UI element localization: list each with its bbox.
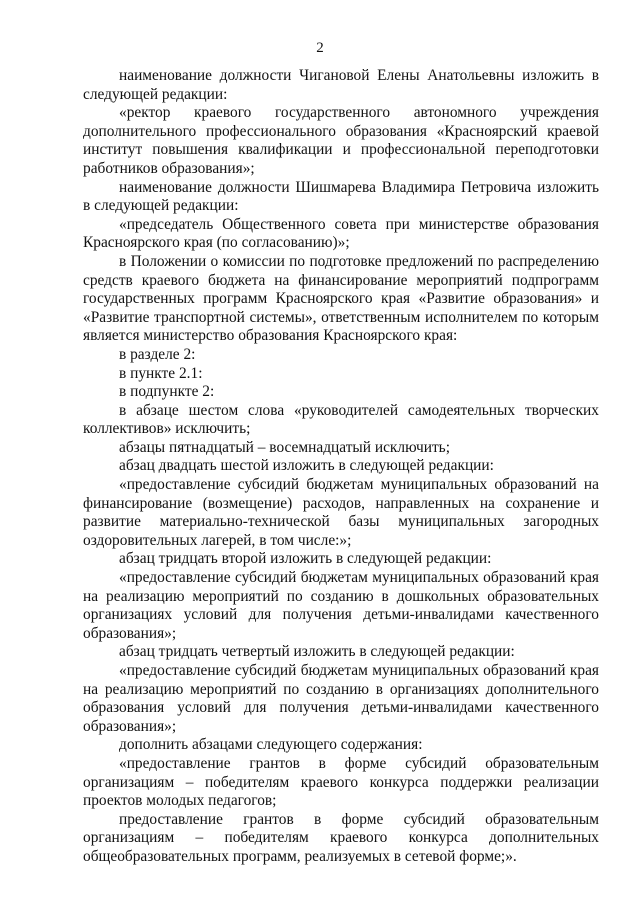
paragraph-7: в пункте 2.1:	[119, 364, 203, 382]
paragraph-19: предоставление грантов в форме субсидий образовательным организациям – победителям краевого конкурса дополнительных общеобразовательных программ, реализуемых в сетевой форме;».	[83, 810, 599, 865]
paragraph-1: наименование должности Чигановой Елены Анатольевны изложить в следующей редакции:	[83, 67, 599, 103]
paragraph-16: «предоставление субсидий бюджетам муниципальных образований края на реализацию мероприятий по созданию в организациях дополнительного образования условий для получения детьми-инвалидами качественного образования»;	[83, 662, 599, 735]
paragraph-11: абзац двадцать шестой изложить в следующей редакции:	[119, 457, 494, 475]
paragraph-12: «предоставление субсидий бюджетам муниципальных образований на финансирование (возмещение) расходов, направленных на сохранение и развитие материально-технической базы муниципальных загородных оздоровительных лагерей, в том числе:»;	[83, 476, 599, 549]
paragraph-13: абзац тридцать второй изложить в следующей редакции:	[119, 550, 492, 568]
paragraph-18: «предоставление грантов в форме субсидий образовательным организациям – победителям краевого конкурса поддержки реализации проектов молодых педагогов;	[83, 754, 599, 810]
paragraph-9: в абзаце шестом слова «руководителей самодеятельных творческих коллективов» исключить;	[83, 401, 599, 438]
paragraph-15: абзац тридцать четвертый изложить в следующей редакции:	[119, 643, 515, 661]
paragraph-8: в подпункте 2:	[119, 383, 215, 401]
paragraph-10: абзацы пятнадцатый – восемнадцатый исключить;	[119, 438, 450, 456]
paragraph-14: «предоставление субсидий бюджетам муниципальных образований края на реализацию мероприятий по созданию в дошкольных образовательных организациях условий для получения детьми-инвалидами качественного образования»;	[83, 569, 599, 642]
paragraph-4: «председатель Общественного совета при министерстве образования Красноярского края (по согласованию)»;	[83, 215, 599, 252]
page-number: 2	[316, 40, 324, 56]
paragraph-3: наименование должности Шишмарева Владимира Петровича изложить в следующей редакции:	[83, 178, 599, 215]
paragraph-5: в Положении о комиссии по подготовке предложений по распределению средств краевого бюджета на финансирование мероприятий подпрограмм государственных программ Красноярского края «Развитие образования» и «Развитие транспортной системы», ответственным исполнителем по которым является министерство образования Красноярского края:	[83, 252, 599, 345]
paragraph-6: в разделе 2:	[119, 345, 196, 363]
document-body	[83, 67, 599, 867]
paragraph-17: дополнить абзацами следующего содержания:	[119, 736, 423, 754]
paragraph-2: «ректор краевого государственного автономного учреждения дополнительного профессионального образования «Красноярский краевой институт повышения квалификации и профессиональной переподготовки работников образования»;	[83, 104, 599, 177]
